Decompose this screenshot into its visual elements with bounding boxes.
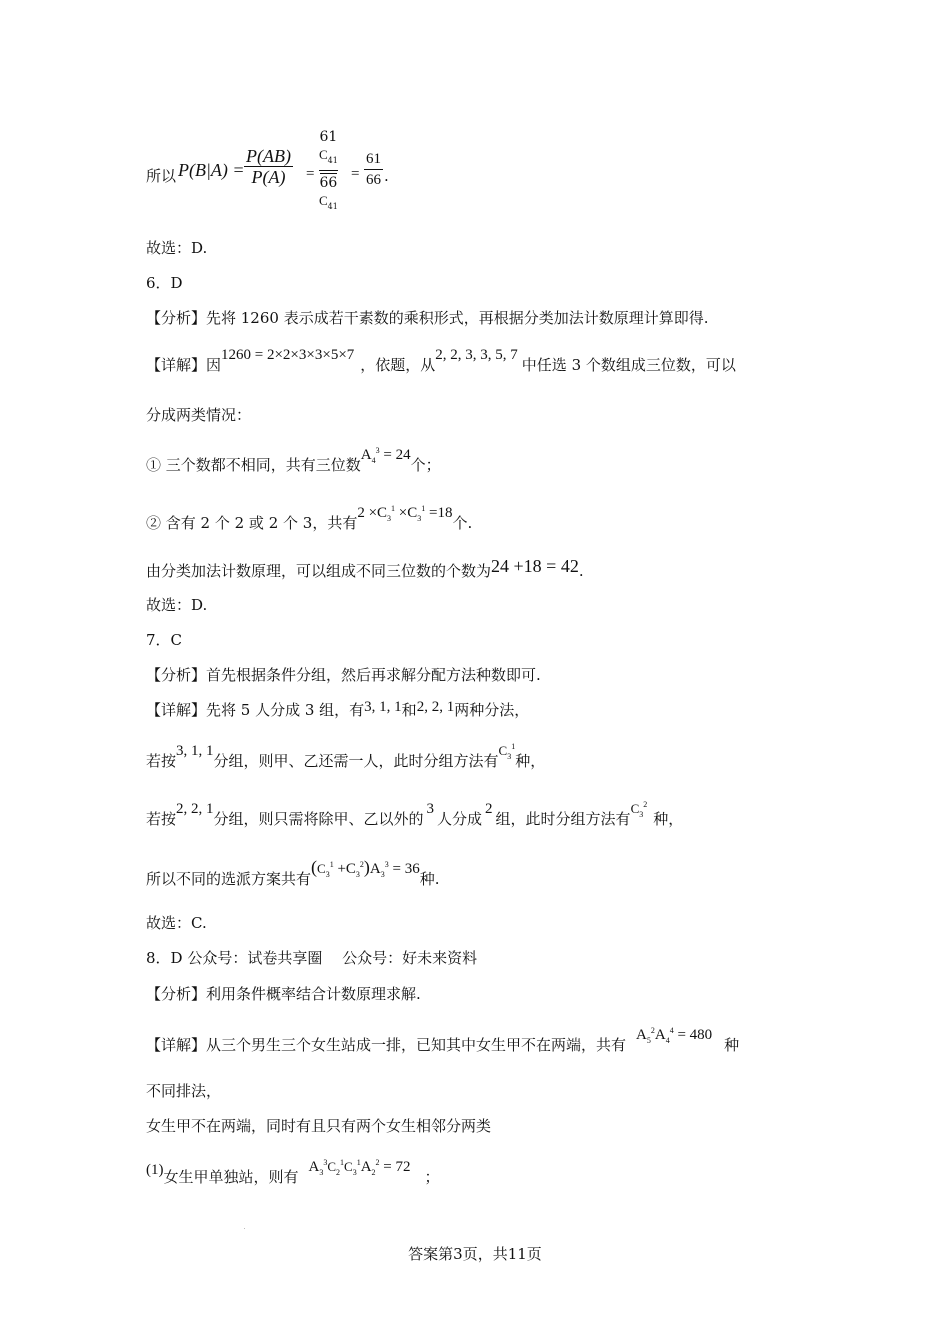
q6-analysis: 【分析】先将 1260 表示成若干素数的乘积形式，再根据分类加法计数原理计算即得. (146, 309, 709, 327)
sec5-eq1: = (306, 166, 315, 182)
q6-detail-line1 (146, 347, 736, 376)
sec5-pba: P(B|A) = (178, 160, 245, 180)
q7-answer: 故选：C. (146, 914, 207, 932)
q8-analysis: 【分析】利用条件概率结合计数原理求解. (146, 985, 421, 1003)
q7-l3-mid3: 组，此时分组方法有 (495, 810, 631, 828)
q8-title: 8．D 公众号：试卷共享圈 公众号：好未来资料 (146, 949, 478, 967)
q7-and: 和 (401, 701, 417, 719)
q7-detail-suffix: 两种分法， (454, 701, 530, 719)
q8-detail-math: $A_5^2A_4^4 = 480$ (636, 1026, 713, 1045)
q6-answer: 故选：D. (146, 596, 208, 614)
q6-case1-suffix: 个； (410, 456, 441, 474)
q7-line2 (146, 742, 546, 778)
q7-l3-mid2: 人分成 (437, 810, 483, 828)
q8-detail-line1 (146, 1026, 740, 1062)
q7-l2-group: 3, 1, 1 (176, 743, 214, 759)
q8-case1-suffix: ； (424, 1168, 440, 1186)
q7-l2-C: $C_3^1$ (498, 742, 516, 761)
q7-group2: 2, 2, 1 (416, 699, 455, 715)
q6-detail-prefix: 【详解】因 (146, 356, 222, 374)
q6-sum-prefix: 由分类加法计数原理，可以组成不同三位数的个数为 (146, 562, 492, 580)
q8-case1 (146, 1158, 440, 1194)
q6-title: 6．D (146, 274, 183, 292)
q8-line3: 女生甲不在两端，同时有且只有两个女生相邻分两类 (146, 1117, 492, 1135)
q7-line3 (146, 800, 684, 836)
q8-line2: 不同排法， (146, 1082, 222, 1100)
q6-case1-prefix: ① 三个数都不相同，共有三位数 (146, 456, 361, 474)
sec5-prefix: 所以 (146, 167, 177, 185)
q7-l4-prefix: 所以不同的选派方案共有 (146, 870, 312, 888)
q8-detail-prefix: 【详解】从三个男生三个女生站成一排，已知其中女生甲不在两端，共有 (146, 1036, 627, 1054)
q7-detail-prefix: 【详解】先将 5 人分成 3 组，有 (146, 701, 365, 719)
q6-case2 (146, 504, 473, 540)
page-footer: 答案第3页，共11页 (408, 1245, 542, 1263)
sec5-result-den: 66 (366, 172, 381, 188)
q7-l3-C: $C_3^2$ (630, 800, 648, 819)
q8-detail-suffix: 种 (724, 1036, 740, 1054)
q7-analysis: 【分析】首先根据条件分组，然后再求解分配方法种数即可. (146, 666, 541, 684)
q6-detail-mid: ，依题，从 (360, 356, 436, 374)
q6-sum-math: 24 +18 = 42 (491, 556, 579, 576)
q7-l3-prefix: 若按 (146, 810, 177, 828)
q6-sum-suffix: . (578, 562, 584, 580)
q6-detail-suffix: 中任选 3 个数组成三位数，可以 (521, 356, 736, 374)
q8-case1-text: 女生甲单独站，则有 (163, 1168, 299, 1186)
q7-group1: 3, 1, 1 (364, 699, 402, 715)
q6-case2-suffix: 个. (452, 514, 473, 532)
q7-l3-n2: 2 (485, 801, 493, 817)
q7-l2-suffix: 种， (515, 752, 546, 770)
q7-l3-mid1: 分组，则只需将除甲、乙以外的 (213, 810, 424, 828)
sec5-main-fraction (244, 146, 293, 187)
q8-case1-label: (1) (146, 1162, 164, 1178)
sec5-compound-fraction (319, 128, 338, 216)
sec5-answer: 故选：D. (146, 239, 208, 257)
sec5-eq2: = (351, 166, 360, 182)
sec5-inner-bot-den: $C_{41}$ (319, 192, 338, 211)
sec5-inner-top-num: 61 (319, 129, 338, 145)
q6-case2-prefix: ② 含有 2 个 2 或 2 个 3，共有 (146, 514, 358, 532)
q7-line4 (146, 857, 440, 896)
scan-dot (244, 1228, 245, 1229)
sec5-inner-bot-num: 66 (319, 174, 338, 191)
q6-sum (146, 556, 584, 581)
sec5-result-num: 61 (364, 149, 383, 170)
q7-detail-line1 (146, 700, 529, 721)
q7-l4-suffix: 种. (419, 870, 440, 888)
q7-l3-n3: 3 (426, 801, 435, 817)
q6-detail-line2: 分成两类情况： (146, 406, 252, 424)
sec5-frac-den: P(A) (251, 167, 286, 187)
sec5-frac-num: P(AB) (246, 146, 291, 166)
q6-case1-math: $A_4^3 = 24$ (360, 446, 411, 465)
q7-l4-math: $(C_3^1 +C_3^2)A_3^3 = 36$ (311, 857, 420, 879)
q6-factor: 1260 = 2×2×3×3×5×7 (221, 347, 355, 363)
sec5-period: . (384, 167, 389, 185)
q7-l3-group: 2, 2, 1 (176, 801, 214, 817)
q6-digits: 2, 2, 3, 3, 5, 7 (435, 347, 518, 363)
q7-title: 7．C (146, 631, 183, 649)
sec5-result-fraction (364, 149, 383, 190)
q8-case1-math: $A_3^3C_2^1C_3^1A_2^2 = 72$ (308, 1158, 411, 1177)
q6-case2-math: $2 \times C_3^1 \times C_3^1 =18$ (357, 504, 453, 523)
q7-l2-prefix: 若按 (146, 752, 177, 770)
q7-l3-suffix: 种， (653, 810, 684, 828)
sec5-inner-top-den: $C_{41}$ (319, 146, 338, 171)
q6-case1 (146, 446, 441, 482)
q7-l2-mid: 分组，则甲、乙还需一人，此时分组方法有 (213, 752, 499, 770)
